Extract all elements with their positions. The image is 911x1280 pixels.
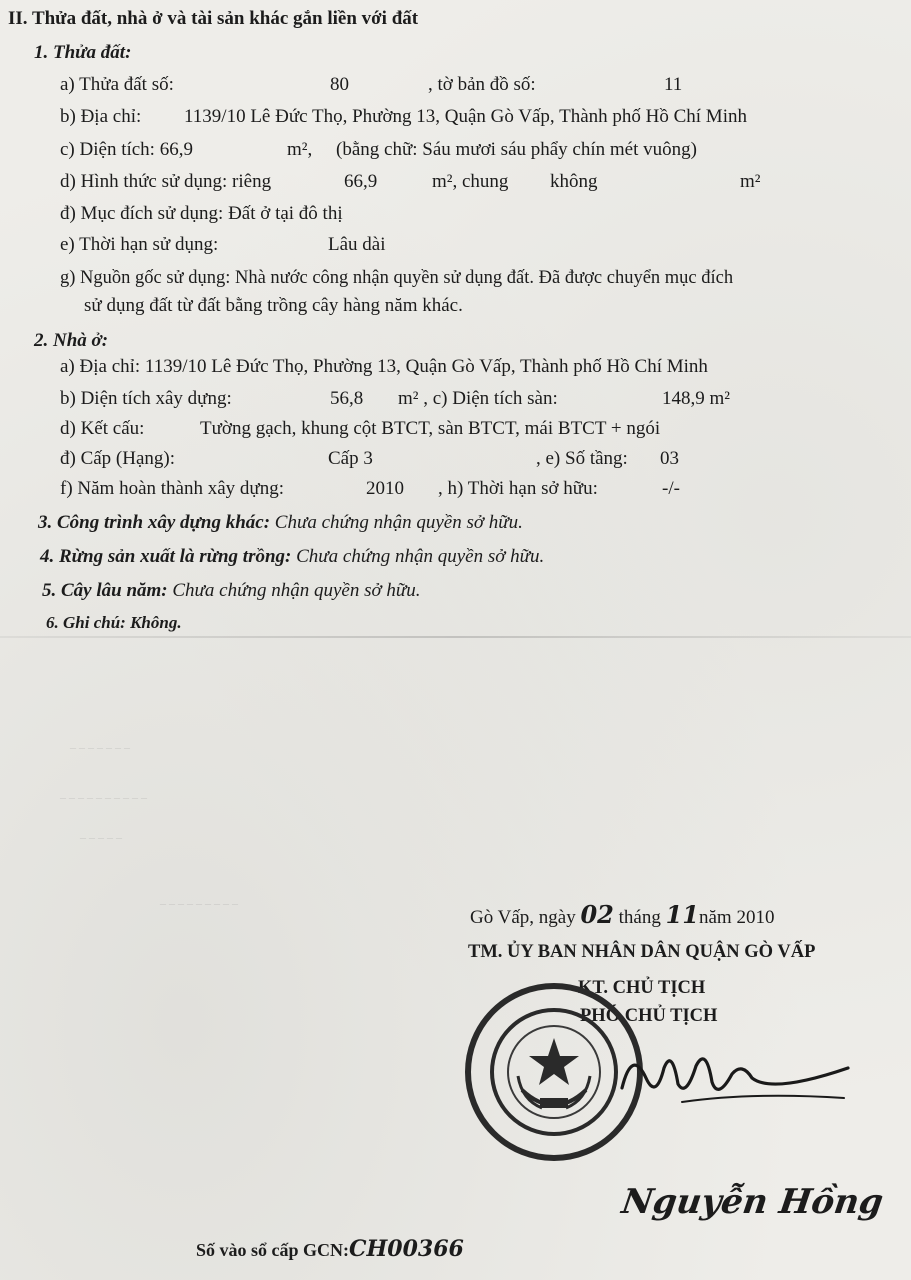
signer-name: Nguyễn Hồng xyxy=(619,1182,886,1222)
handwritten-signature-icon xyxy=(612,1038,852,1118)
land-area-unit: m², xyxy=(287,139,313,160)
paper-fold-line xyxy=(0,636,911,638)
signing-place: Gò Vấp, ngày xyxy=(470,907,576,928)
planted-forest-heading: 4. Rừng sản xuất là rừng trồng: xyxy=(40,546,292,567)
other-works-heading: 3. Công trình xây dựng khác: xyxy=(38,512,271,533)
house-ownership-term-value: -/- xyxy=(662,478,680,499)
signing-year: năm 2010 xyxy=(699,907,775,928)
planted-forest-value: Chưa chứng nhận quyền sở hữu. xyxy=(296,546,545,567)
signing-month-label: tháng xyxy=(618,907,661,928)
bleed-through-mark: ‒ ‒ ‒ ‒ ‒ ‒ ‒ ‒ ‒ xyxy=(160,896,238,910)
land-heading: 1. Thửa đất: xyxy=(34,42,132,63)
registry-label: Số vào sổ cấp GCN: xyxy=(196,1240,350,1260)
notes-value: Không. xyxy=(130,613,182,632)
land-term-label: e) Thời hạn sử dụng: xyxy=(60,234,219,255)
house-completion-value: 2010 xyxy=(366,478,404,499)
land-area-label: c) Diện tích: 66,9 xyxy=(60,139,193,160)
land-area-words: (bằng chữ: Sáu mươi sáu phẩy chín mét vuông) xyxy=(336,139,697,160)
land-shared-unit: m² xyxy=(740,171,761,192)
house-structure-value: Tường gạch, khung cột BTCT, sàn BTCT, mái BTCT + ngói xyxy=(200,418,661,439)
house-footprint-value: 56,8 xyxy=(330,388,364,409)
signing-date xyxy=(470,900,774,929)
house-ownership-term-label: , h) Thời hạn sở hữu: xyxy=(438,478,598,499)
house-floor-area-value: 148,9 m² xyxy=(662,388,730,409)
notes-heading: 6. Ghi chú: xyxy=(46,613,126,632)
land-address-label: b) Địa chỉ: xyxy=(60,106,142,127)
house-address: a) Địa chỉ: 1139/10 Lê Đức Thọ, Phường 13, Quận Gò Vấp, Thành phố Hồ Chí Minh xyxy=(60,356,708,377)
bleed-through-mark: ‒ ‒ ‒ ‒ ‒ ‒ ‒ xyxy=(70,740,130,754)
house-structure-label: d) Kết cấu: xyxy=(60,418,145,439)
registry-value: CH00366 xyxy=(349,1236,464,1262)
other-works-row xyxy=(38,512,523,534)
land-origin-line1: g) Nguồn gốc sử dụng: Nhà nước công nhận quyền sử dụng đất. Đã được chuyển mục đích xyxy=(60,268,734,288)
land-origin-line2: sử dụng đất từ đất bằng trồng cây hàng năm khác. xyxy=(84,295,463,316)
land-shared-area: không xyxy=(550,171,598,192)
signing-day: 02 xyxy=(580,900,614,929)
land-parcel-label: a) Thửa đất số: xyxy=(60,74,174,95)
land-private-area: 66,9 xyxy=(344,171,378,192)
perennial-trees-heading: 5. Cây lâu năm: xyxy=(42,580,168,601)
house-grade-label: đ) Cấp (Hạng): xyxy=(60,448,176,469)
house-completion-label: f) Năm hoàn thành xây dựng: xyxy=(60,478,284,499)
signing-month: 11 xyxy=(665,900,699,929)
notes-row xyxy=(46,613,182,633)
house-floor-area-label: m² , c) Diện tích sàn: xyxy=(398,388,558,409)
house-grade-value: Cấp 3 xyxy=(328,448,373,469)
land-address-value: 1139/10 Lê Đức Thọ, Phường 13, Quận Gò Vấp, Thành phố Hồ Chí Minh xyxy=(184,106,747,127)
bleed-through-mark: ‒ ‒ ‒ ‒ ‒ ‒ ‒ ‒ ‒ ‒ xyxy=(60,790,147,804)
house-footprint-label: b) Diện tích xây dựng: xyxy=(60,388,232,409)
signer-role-title: PHÓ CHỦ TỊCH xyxy=(580,1006,718,1026)
perennial-trees-value: Chưa chứng nhận quyền sở hữu. xyxy=(172,580,421,601)
registry-number xyxy=(196,1236,464,1262)
signer-role-on-behalf: KT. CHỦ TỊCH xyxy=(578,978,706,998)
house-floors-label: , e) Số tầng: xyxy=(536,448,628,469)
bleed-through-mark: ‒ ‒ ‒ ‒ ‒ xyxy=(80,830,122,844)
land-purpose: đ) Mục đích sử dụng: Đất ở tại đô thị xyxy=(60,203,343,224)
land-use-form-label: d) Hình thức sử dụng: riêng xyxy=(60,171,272,192)
house-heading: 2. Nhà ở: xyxy=(34,330,109,351)
planted-forest-row xyxy=(40,546,544,568)
land-parcel-value: 80 xyxy=(330,74,349,95)
land-private-unit: m², chung xyxy=(432,171,509,192)
land-map-value: 11 xyxy=(664,74,683,95)
other-works-value: Chưa chứng nhận quyền sở hữu. xyxy=(274,512,523,533)
land-map-label: , tờ bản đồ số: xyxy=(428,74,536,95)
perennial-trees-row xyxy=(42,580,420,602)
section-title: II. Thửa đất, nhà ở và tài sản khác gắn liền với đất xyxy=(8,8,419,29)
house-floors-value: 03 xyxy=(660,448,679,469)
land-term-value: Lâu dài xyxy=(328,234,386,255)
issuing-authority: TM. ỦY BAN NHÂN DÂN QUẬN GÒ VẤP xyxy=(468,942,816,962)
